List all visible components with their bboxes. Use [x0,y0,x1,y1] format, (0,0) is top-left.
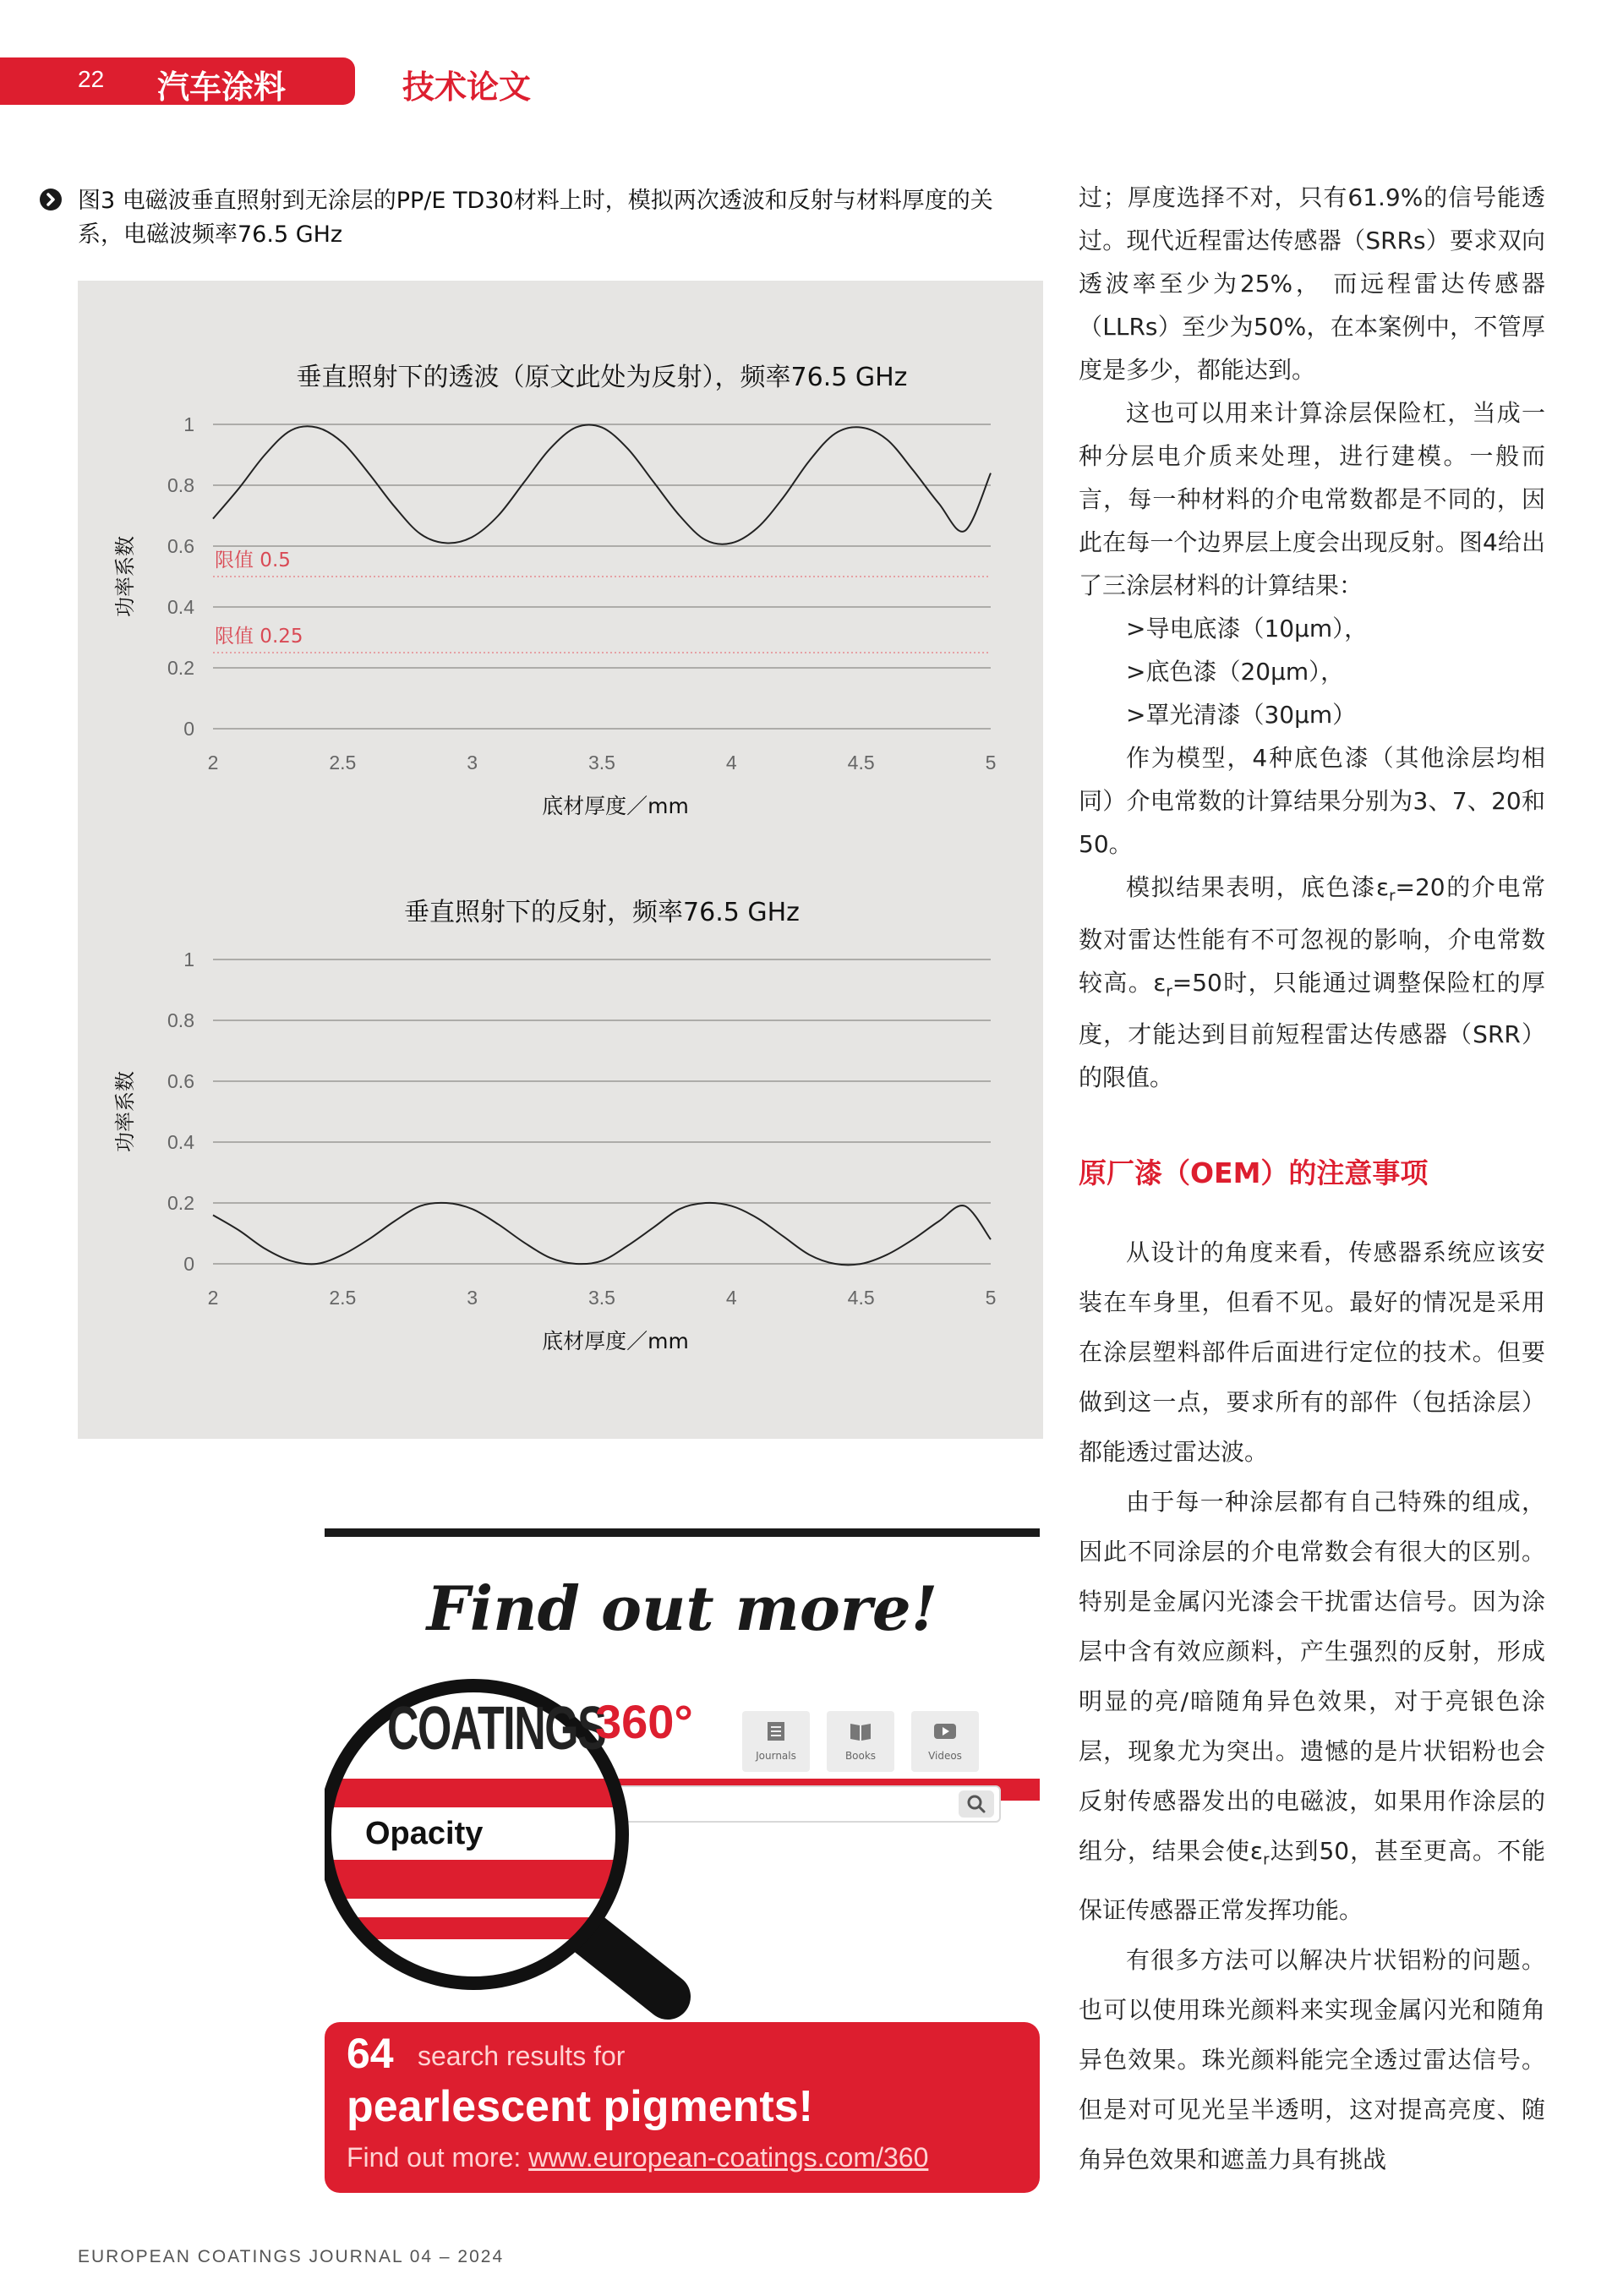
series-line [213,1203,991,1266]
y-tick-label: 0.8 [167,474,194,496]
paragraph-3: 作为模型，4种底色漆（其他涂层均相同）介电常数的计算结果分别为3、7、20和50。 [1079,744,1545,858]
x-tick-label: 3.5 [588,1287,615,1309]
chart-title: 垂直照射下的透波（原文此处为反射），频率76.5 GHz [296,363,908,392]
y-tick-label: 0.6 [167,1070,194,1092]
x-tick-label: 2 [207,1287,219,1309]
section-title: 汽车涂料 [157,68,287,106]
ad-brand-suffix: 360° [595,1695,693,1748]
x-tick-label: 4 [725,1287,737,1309]
y-axis-label: 功率系数 [113,1071,137,1152]
product-text: pearlescent pigments! [347,2082,813,2131]
findout-text: Find out more: [347,2142,529,2173]
figure-caption: 图3 电磁波垂直照射到无涂层的PP/E TD30材料上时，模拟两次透波和反射与材料厚度的关系，电磁波频率76.5 GHz [78,188,993,248]
nav-label: Journals [756,1750,796,1762]
list-item: >底色漆（20μm）， [1126,658,1345,686]
ad-url-link[interactable]: www.european-coatings.com/360 [528,2142,929,2173]
y-tick-label: 0.2 [167,657,194,679]
arrow-circle-icon [39,188,63,211]
paragraph-5: 从设计的角度来看，传感器系统应该安装在车身里，但看不见。最好的情况是采用在涂层塑料部件后面进行定位的技术。但要做到这一点，要求所有的部件（包括涂层）都能透过雷达波。 [1079,1238,1545,1467]
ad-brand: COATINGS [387,1695,606,1763]
ad-title: Find out more! [426,1572,938,1644]
x-tick-label: 4.5 [847,752,875,774]
section-heading: 原厂漆（OEM）的注意事项 [1079,1156,1429,1190]
ad-search-term: Opacity [365,1816,484,1851]
paragraph-1: 过；厚度选择不对，只有61.9%的信号能透过。现代近程雷达传感器（SRRs）要求双向透波率至少为25%， 而远程雷达传感器（LLRs）至少为50%，在本案例中，不管厚度是多少，都能达到。 [1079,183,1545,384]
paragraph-6: 由于每一种涂层都有自己特殊的组成，因此不同涂层的介电常数会有很大的区别。特别是金属闪光漆会干扰雷达信号。因为涂层中含有效应颜料，产生强烈的反射，形成明显的亮/暗随角异色效果，对于亮银色涂层，现象尤为突出。遗憾的是片状铝粉也会反射传感器发出的电磁波，如果用作涂层的组分，结果会使$\varepsilon_r$达到50，甚至更高。不能保证传感器正常发挥功能。 [1079,1488,1545,1924]
ad-banner[interactable] [325,2022,1040,2193]
x-tick-label: 3 [467,752,478,774]
threshold-label: 限值 0.25 [215,626,303,648]
y-tick-label: 0.4 [167,1131,194,1153]
x-tick-label: 4.5 [847,1287,875,1309]
category-title: 技术论文 [402,68,532,106]
nav-label: Videos [928,1750,962,1762]
footer-journal: EUROPEAN COATINGS JOURNAL 04 – 2024 [78,2247,505,2266]
y-axis-label: 功率系数 [113,536,137,617]
chart-title: 垂直照射下的反射，频率76.5 GHz [404,898,800,927]
paragraph-4: 模拟结果表明，底色漆$\varepsilon_r=20$的介电常数对雷达性能有不可忽视的影响，介电常数较高。$\varepsilon_r=50$时，只能通过调整保险杠的厚度，才能达到目前短程雷达传感器（SRR）的限值。 [1079,873,1545,1092]
y-tick-label: 0.2 [167,1192,194,1214]
charts-svg [78,281,1043,1439]
y-tick-label: 0 [183,718,194,740]
x-tick-label: 5 [985,752,997,774]
y-tick-label: 0.6 [167,535,194,557]
y-tick-label: 1 [183,413,194,435]
x-axis-label: 底材厚度／mm [542,794,689,818]
y-tick-label: 0.8 [167,1009,194,1031]
x-axis-label: 底材厚度／mm [542,1329,689,1353]
figure-panel [78,281,1043,1439]
paragraph-7: 有很多方法可以解决片状铝粉的问题。也可以使用珠光颜料来实现金属闪光和随角异色效果。珠光颜料能完全透过雷达信号。但是对可见光呈半透明，这对提高亮度、随角异色效果和遮盖力具有挑战 [1079,1945,1545,2173]
x-tick-label: 3.5 [588,752,615,774]
results-text: search results for [418,2041,626,2071]
list-item: >罩光清漆（30μm） [1126,701,1357,729]
x-tick-label: 2.5 [329,1287,357,1309]
x-tick-label: 2.5 [329,752,357,774]
findout-line [347,2142,928,2173]
page-number: 22 [78,66,105,92]
list-item: >导电底漆（10μm）， [1126,615,1369,642]
advertisement[interactable] [325,1528,1040,2193]
threshold-label: 限值 0.5 [215,549,291,571]
x-tick-label: 2 [207,752,219,774]
ad-top-rule [325,1528,1040,1537]
paragraph-2: 这也可以用来计算涂层保险杠，当成一种分层电介质来处理，进行建模。一般而言，每一种材料的介电常数都是不同的，因此在每一个边界层上度会出现反射。图4给出了三涂层材料的计算结果： [1079,399,1545,599]
x-tick-label: 4 [725,752,737,774]
y-tick-label: 1 [183,948,194,970]
body-text-column [1079,176,1545,2184]
x-tick-label: 3 [467,1287,478,1309]
result-count: 64 [347,2030,394,2077]
series-line [213,424,991,544]
y-tick-label: 0.4 [167,596,194,618]
x-tick-label: 5 [985,1287,997,1309]
nav-label: Books [844,1750,877,1762]
y-tick-label: 0 [183,1253,194,1275]
